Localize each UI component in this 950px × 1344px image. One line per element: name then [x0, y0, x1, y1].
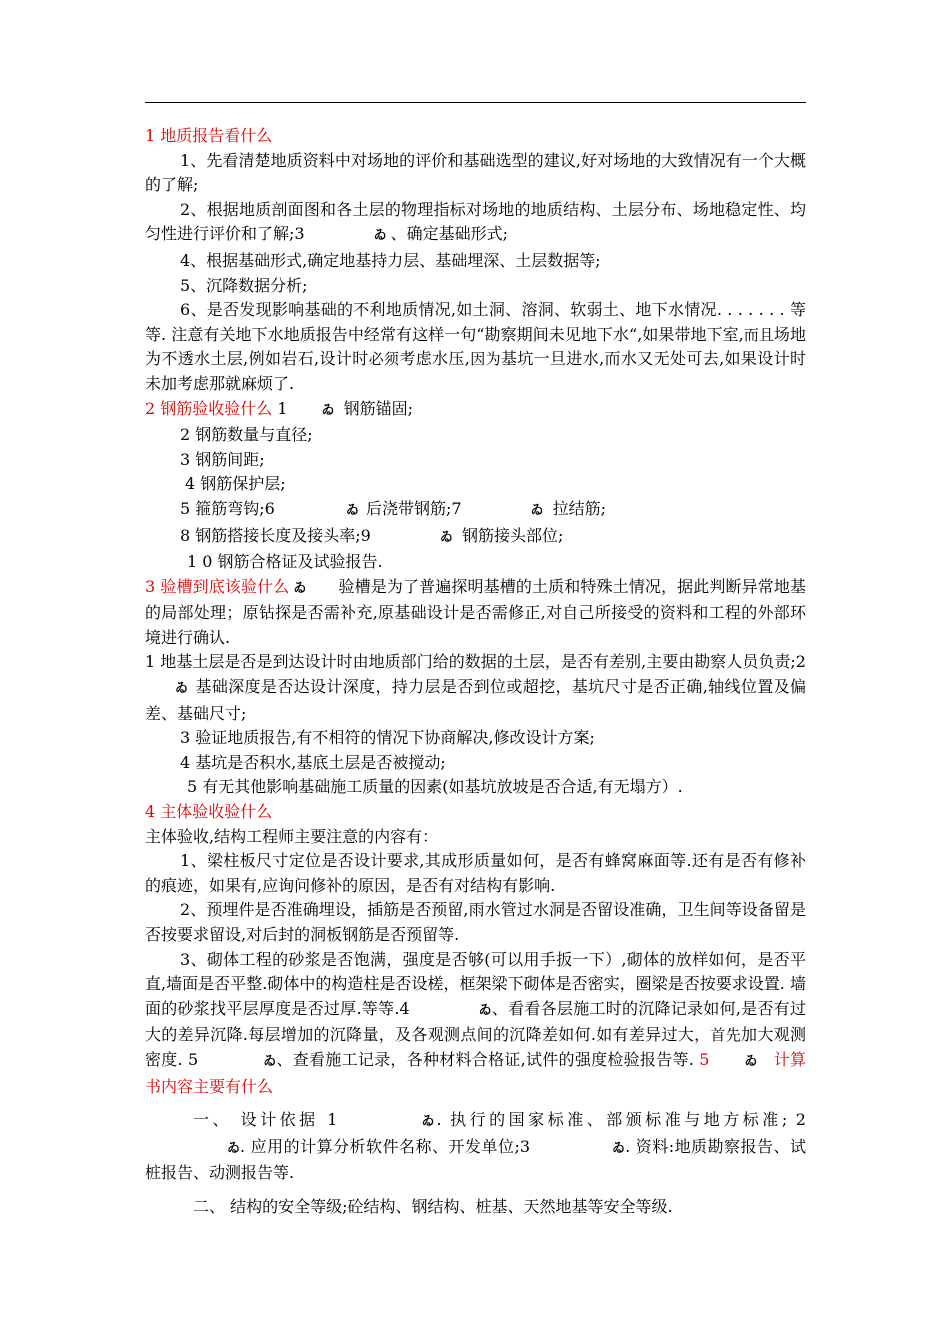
bullet-mark: ゐ — [373, 228, 387, 244]
bullet-mark: ゐ — [345, 502, 359, 518]
section-4-intro: 主体验收,结构工程师主要注意的内容有： — [145, 826, 439, 846]
structure-item-3 — [145, 948, 806, 1100]
bullet-mark: ゐ — [744, 1053, 758, 1069]
bullet-mark: ゐ — [293, 580, 307, 596]
header-rule — [145, 102, 806, 103]
text-run: 钢筋锚固; — [338, 398, 414, 418]
section-1-item-1: 1、先看清楚地质资料中对场地的评价和基础选型的建议,好对场地的大致情况有一个大概的了解; — [145, 150, 806, 195]
bullet-mark: ゐ — [530, 502, 544, 518]
text-run: 1 — [272, 398, 288, 418]
text-run: . 执行的国家标准、部颁标准与地方标准; 2 — [436, 1110, 806, 1130]
rebar-item-8-9 — [145, 524, 806, 551]
calc-item-2: 二、 结构的安全等级;砼结构、钢结构、桩基、天然地基等安全等级. — [193, 1196, 673, 1216]
text-run: 基础深度是否达设计深度，持力层是否到位或超挖，基坑尺寸是否正确,轴线位置及偏差、基础尺寸; — [145, 677, 806, 723]
bullet-mark: ゐ — [227, 1140, 241, 1156]
document-body — [145, 124, 806, 1220]
section-4-heading: 4 主体验收验什么 — [145, 802, 273, 822]
text-run: 首先 — [710, 1026, 742, 1045]
rebar-item-2: 2 钢筋数量与直径; — [180, 425, 313, 445]
rebar-item-3: 3 钢筋间距; — [180, 449, 265, 469]
section-1-item-4: 4、根据基础形式,确定地基持力层、基础埋深、土层数据等; — [180, 250, 601, 270]
text-run: . 资料:地质勘察报告、试桩报告、动测报告等. — [145, 1136, 806, 1183]
rebar-item-5-7 — [145, 497, 806, 524]
text-run: 8 钢筋搭接长度及接头率;9 — [180, 525, 371, 545]
text-run: 必须 — [368, 350, 400, 369]
rebar-item-10: 1 0 钢筋合格证及试验报告. — [187, 552, 383, 572]
text-run: 钢筋接头部位; — [456, 525, 564, 545]
section-1-heading: 1 地质报告看什么 — [145, 126, 273, 145]
text-run: 、确定基础形式; — [390, 224, 508, 244]
text-run: 3、砌体工程的砂浆是否饱满，强度是否够(可以用手扳一下）,砌体的放样如何，是否平直,墙面是否平整.砌体中的构造柱是否设槎，框架梁下砌体是否密实，圈梁是否按要求设置. 墙面的砂浆找平层厚度是否过厚.等等.4 — [145, 949, 806, 1018]
text-run: 5 箍筋弯钩;6 — [180, 498, 275, 518]
bullet-mark: ゐ — [439, 529, 453, 545]
section-1-item-5: 5、沉降数据分析; — [180, 275, 308, 295]
text-run: 2、根据地质剖面图和各土层的物理指标对场地的地质结构、土层分布、场地稳定性、均匀性进行评价和了解;3 — [145, 199, 806, 244]
section-5-number: 5 — [699, 1049, 710, 1069]
rebar-item-4: 4 钢筋保护层; — [185, 474, 286, 494]
text-run: 、看看各层施工时的沉降记录如何,是否有过大的差异沉降.每层增加的沉降量，及各观测点间的沉降差如何.如有差异过大， — [145, 998, 806, 1045]
text-run: 场地为不透水土层,例如岩石,设计时 — [145, 324, 806, 369]
trench-item-3: 3 验证地质报告,有不相符的情况下协商解决,修改设计方案; — [180, 728, 595, 748]
section-3-heading: 3 验槽到底该验什么 — [145, 576, 290, 596]
text-run: 后浇带钢筋;7 — [360, 498, 462, 518]
section-1-item-6 — [145, 298, 806, 396]
trench-item-5: 5 有无其他影响基础施工质量的因素(如基坑放坡是否合适,有无塌方）. — [187, 777, 683, 797]
text-run: . 应用的计算分析软件名称、开发单位;3 — [240, 1136, 531, 1156]
text-run: 验槽是为了普遍探明基槽的土质和特殊土情况，据此判断异常地基的局部处理；原钻探是否需补充,原基础设计是否需修正,对自己所接受的资料和工程的外部环境进行确认. — [145, 576, 806, 647]
text-run: 基坑一旦进水,而水又无处可去,如果设计时未加考虑那就麻烦了. — [145, 349, 806, 393]
text-run: 6、是否发现影响基础的不利地质情况,如土洞、溶洞、软弱土、地下水情况. . . . . . . 等等. 注意有关地下水地质报告中经常有这样一句“勘察期间未见地下水“,如果带地下室, — [145, 300, 806, 344]
text-run: 考虑水压, — [399, 349, 470, 369]
text-run: 一、 设计依据 1 — [193, 1110, 338, 1130]
text-run: 、查看施工记录，各种材料合格证,试件的强度检验报告等. — [276, 1049, 700, 1069]
text-run: 1 地基土层是否是到达设计时由地质部门给的数据的土层，是否有差别,主要由勘察人员负责;2 — [145, 652, 806, 672]
trench-item-4: 4 基坑是否积水,基底土层是否被搅动; — [180, 752, 446, 772]
section-2-heading: 2 钢筋验收验什么 — [145, 398, 273, 418]
structure-item-2: 2、预埋件是否准确埋设，插筋是否预留,雨水管过水洞是否留设准确，卫生间等设备留是否按要求留设,对后封的洞板钢筋是否预留等. — [145, 900, 806, 944]
text-run: 而且 — [743, 325, 774, 344]
text-run: 因为 — [469, 350, 501, 369]
calc-item-1 — [145, 1108, 806, 1186]
section-1-item-2 — [145, 198, 806, 249]
bullet-mark: ゐ — [321, 402, 335, 418]
bullet-mark: ゐ — [421, 1114, 435, 1130]
bullet-mark: ゐ — [263, 1053, 277, 1069]
structure-item-1: 1、梁柱板尺寸定位是否设计要求,其成形质量如何，是否有蜂窝麻面等.还有是否有修补的痕迹，如果有,应询问修补的原因，是否有对结构有影响. — [145, 851, 806, 895]
bullet-mark: ゐ — [478, 1002, 492, 1018]
trench-item-1-2 — [145, 650, 806, 726]
bullet-mark: ゐ — [175, 681, 189, 697]
text-run: 加大观测密度. 5 — [145, 1025, 806, 1069]
section-2-heading-line — [145, 397, 806, 424]
bullet-mark: ゐ — [612, 1140, 626, 1156]
text-run: 拉结筋; — [547, 498, 607, 518]
section-5-heading: 计算书内容主要有什么 — [145, 1049, 806, 1096]
section-3-paragraph — [145, 575, 806, 651]
